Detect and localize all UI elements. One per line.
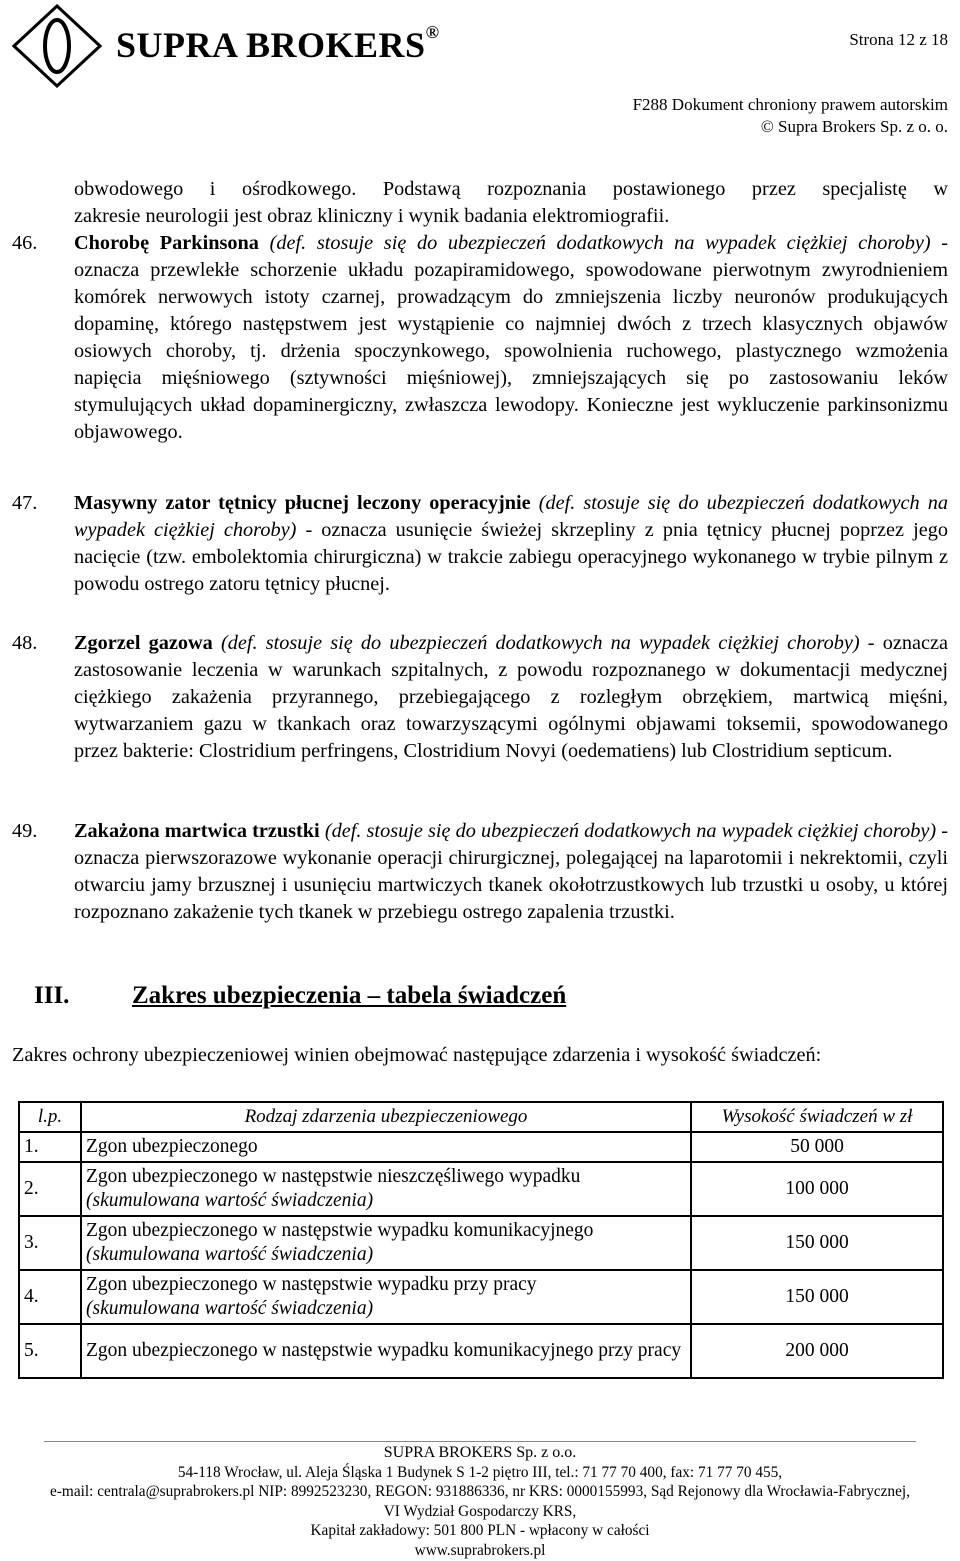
item-title: Zgorzel gazowa [74,632,213,654]
event-cell: Zgon ubezpieczonego w następstwie wypadku komunikacyjnego przy pracy [81,1324,691,1378]
footer-court: VI Wydział Gospodarczy KRS, [383,1502,577,1520]
footer-capital: Kapitał zakładowy: 501 800 PLN - wpłacony w całości [310,1522,650,1540]
column-header: Rodzaj zdarzenia ubezpieczeniowego [81,1102,691,1132]
column-header: Wysokość świadczeń w zł [691,1102,943,1132]
amount-cell: 100 000 [691,1162,943,1216]
footer-address: 54-118 Wrocław, ul. Aleja Śląska 1 Budynek S 1-2 piętro III, tel.: 71 77 70 400, fax: 71 77 70 455, [177,1463,783,1481]
amount-cell: 50 000 [691,1132,943,1162]
company-logo [12,4,102,88]
item-title: Masywny zator tętnicy płucnej leczony operacyjnie [74,492,531,514]
row-number: 5. [19,1324,81,1378]
page-footer [0,1443,960,1561]
event-cell: Zgon ubezpieczonego [81,1132,691,1162]
section-title: Zakres ubezpieczenia – tabela świadczeń [132,982,567,1009]
registered-mark: ® [425,22,440,42]
item-text: - oznacza przewlekłe schorzenie układu pozapiramidowego, spowodowane pierwotnym zwyrodnieniem komórek nerwowych istoty czarnej, prowadzącym do zmniejszenia liczby neuronów produkujących dopaminę, którego następstwem jest wystąpienie co najmniej dwóch z trzech klasycznych objawów osiowych choroby, tj. drżenia spoczynkowego, spowolnienia ruchowego, plastycznego wzmożenia napięcia mięśniowego (sztywności mięśniowej), zmniejszających się po zastosowaniu leków stymulujących układ dopaminergiczny, zwłaszcza lewodopy. Konieczne jest wykluczenie parkinsonizmu objawowego. [74,232,948,443]
item-text: - oznacza pierwszorazowe wykonanie operacji chirurgicznej, polegającej na laparotomii i nekrektomii, czyli otwarciu jamy brzusznej i usunięciu martwiczych tkanek okołotrzustkowych lub trzustki u osoby, u której rozpoznano zakażenie tych tkanek w przebiegu ostrego zapalenia trzustki. [74,820,949,923]
item-number: 48. [12,632,38,654]
definition-item [74,818,948,926]
item-number: 49. [12,820,38,842]
definition-item [74,630,948,765]
row-number: 1. [19,1132,81,1162]
item-definition-note: (def. stosuje się do ubezpieczeń dodatkowych na wypadek ciężkiej choroby) [324,820,937,842]
item-title: Zakażona martwica trzustki [74,820,320,842]
table-row [19,1132,943,1162]
event-cell: Zgon ubezpieczonego w następstwie wypadku przy pracy (skumulowana wartość świadczenia) [81,1270,691,1324]
benefits-table [18,1101,944,1379]
event-note: (skumulowana wartość świadczenia) [86,1244,374,1265]
footer-website: www.suprabrokers.pl [414,1541,546,1559]
column-header: l.p. [19,1102,81,1132]
event-note: (skumulowana wartość świadczenia) [86,1298,374,1319]
amount-cell: 150 000 [691,1216,943,1270]
row-number: 4. [19,1270,81,1324]
section-intro: Zakres ochrony ubezpieczeniowej winien obejmować następujące zdarzenia i wysokość świadczeń: [12,1044,822,1066]
item-definition-note: (def. stosuje się do ubezpieczeń dodatkowych na wypadek ciężkiej choroby) [220,632,860,654]
continuation-paragraph: obwodowego i ośrodkowego. Podstawą rozpoznania postawionego przez specjalistę w zakresie neurologii jest obraz kliniczny i wynik badania elektromiografii. [74,178,948,227]
brand-name: SUPRA BROKERS® [116,22,440,65]
row-number: 2. [19,1162,81,1216]
item-title: Chorobę Parkinsona [74,232,259,254]
amount-cell: 150 000 [691,1270,943,1324]
amount-cell: 200 000 [691,1324,943,1378]
table-row [19,1162,943,1216]
copyright-note [633,94,948,138]
footer-divider [44,1441,916,1442]
item-definition-note: (def. stosuje się do ubezpieczeń dodatkowych na wypadek ciężkiej choroby) [74,492,948,541]
row-number: 3. [19,1216,81,1270]
item-text: - oznacza zastosowanie leczenia w warunkach szpitalnych, z powodu rozpoznanego w dokumentacji medycznej ciężkiego zakażenia przyrannego, przebiegającego z rozległym obrzękiem, martwicą mięśni, wytwarzaniem gazu w tkankach oraz towarzyszącymi ogólnymi objawami toksemii, spowodowanego przez bakterie: Clostridium perfringens, Clostridium Novyi (oedematiens) lub Clostridium septicum. [74,632,948,762]
copyright-line: © Supra Brokers Sp. z o. o. [760,117,948,136]
definition-item [74,490,948,598]
section-number: III. [34,982,70,1009]
doc-id-line: F288 Dokument chroniony prawem autorskim [632,95,948,114]
event-note: (skumulowana wartość świadczenia) [86,1190,374,1211]
page-number: Strona 12 z 18 [849,30,948,49]
item-definition-note: (def. stosuje się do ubezpieczeń dodatkowych na wypadek ciężkiej choroby) [269,232,931,254]
table-row [19,1216,943,1270]
footer-registration: e-mail: centrala@suprabrokers.pl NIP: 8992523230, REGON: 931886336, nr KRS: 0000155993, Sąd Rejonowy dla Wrocławia-Fabrycznej, [50,1483,910,1501]
footer-company: SUPRA BROKERS Sp. z o.o. [383,1444,577,1461]
event-cell: Zgon ubezpieczonego w następstwie nieszczęśliwego wypadku (skumulowana wartość świadczenia) [81,1162,691,1216]
item-number: 47. [12,492,38,514]
table-header-row [19,1102,943,1132]
event-cell: Zgon ubezpieczonego w następstwie wypadku komunikacyjnego (skumulowana wartość świadczenia) [81,1216,691,1270]
item-number: 46. [12,232,38,254]
item-text: - oznacza usunięcie świeżej skrzepliny z pnia tętnicy płucnej poprzez jego nacięcie (tzw. embolektomia chirurgiczna) w trakcie zabiegu operacyjnego wykonanego w trybie pilnym z powodu ostrego zatoru tętnicy płucnej. [74,519,949,595]
table-row [19,1324,943,1378]
table-row [19,1270,943,1324]
definition-item [74,230,948,446]
